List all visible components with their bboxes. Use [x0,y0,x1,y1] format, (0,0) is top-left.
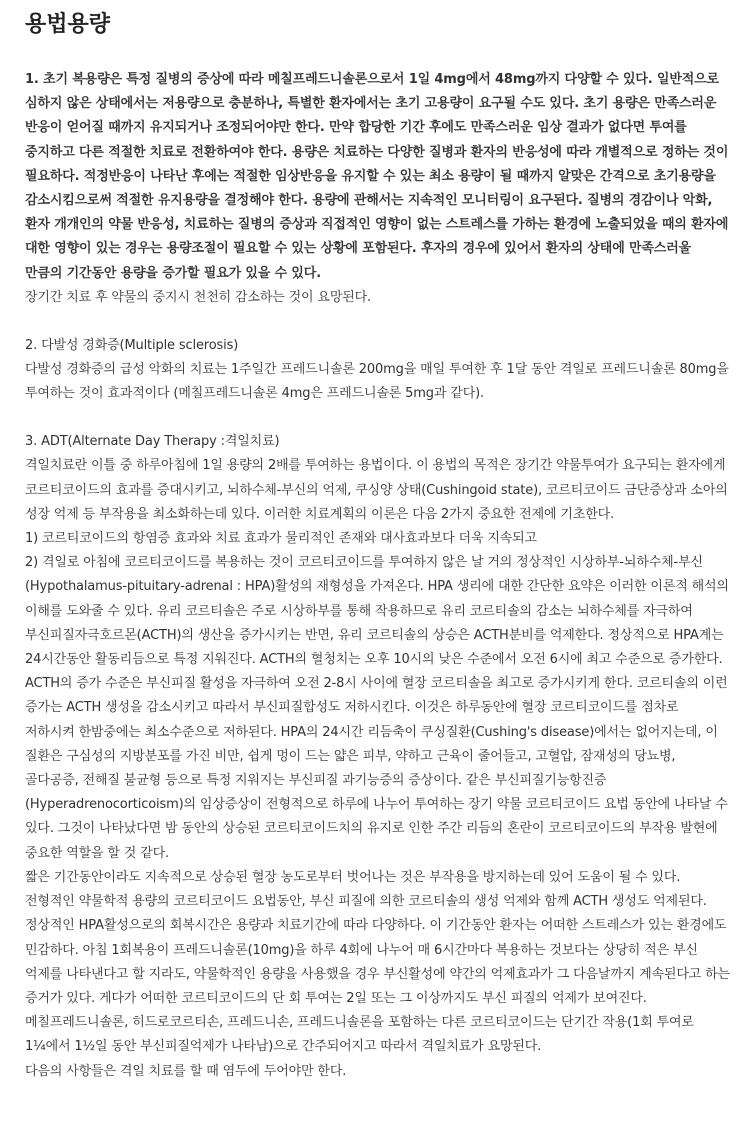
adt-premise-2: 2) 격일로 아침에 코르티코이드를 복용하는 것이 코르티코이드를 투여하지 않은 날 거의 정상적인 시상하부-뇌하수체-부신(Hypothalamus-pituitary-adrenal : HPA)활성의 재형성을 가져온다. HPA 생리에 대한 간단한 요약은 이러한 이론적 해석의 이해를 도와줄 수 있다. 유리 코르티솔은 주로 시상하부를 통해 작용하므로 유리 코르티솔의 감소는 뇌하수체를 자극하여 부신피질자극호르몬(ACTH)의 생산을 증가시키는 반면, 유리 코르티솔의 상승은 ACTH분비를 억제한다. 정상적으로 HPA계는 24시간동안 활동리듬으로 특정 지워진다. ACTH의 혈청치는 오후 10시의 낮은 수준에서 오전 6시에 최고 수준으로 증가한다. ACTH의 증가 수준은 부신피질 활성을 자극하여 오전 2-8시 사이에 혈장 코르티솔을 최고로 증가시키게 한다. 코르티솔의 이런 증가는 ACTH 생성을 감소시키고 따라서 부신피질합성도 저하시킨다. 이것은 하루동안에 혈장 코르티코이드를 점차로 저하시켜 한밤중에는 최소수준으로 저하된다. HPA의 24시간 리듬축이 쿠싱질환(Cushing's disease)에서는 없어지는데, 이 질환은 구심성의 지방분포를 가진 비만, 쉽게 멍이 드는 얇은 피부, 약하고 근육이 줄어들고, 고혈압, 잠재성의 당뇨병, 골다공증, 전해질 불균형 등으로 특정 지워지는 부신피질 과기능증의 증상이다. 같은 부신피질기능항진증(Hyperadrenocorticoism)의 임상증상이 전형적으로 하루에 나누어 투여하는 장기 약물 코르티코이드 요법 동안에 나타날 수 있다. 그것이 나타났다면 밤 동안의 상승된 코르티코이드치의 유지로 인한 주간 리듬의 혼란이 코르티코이드의 부작용 발현에 중요한 역할을 할 것 같다. [25,555,729,861]
page-title: 용법용량 [25,12,111,37]
adt-intro: 격일치료란 이틀 중 하루아침에 1일 용량의 2배를 투여하는 용법이다. 이 용법의 목적은 장기간 약물투여가 요구되는 환자에게 코르티코이드의 효과를 증대시키고, 뇌하수체-부신의 억제, 쿠싱양 상태(Cushingoid state), 코르티코이드 금단증상과 소아의 성장 억제 등 부작용을 최소화하는데 있다. 이러한 치료계획의 이론은 다음 2가지 중요한 전제에 기초한다. [25,458,728,522]
adt-premise-1: 1) 코르티코이드의 항염증 효과와 치료 효과가 물리적인 존재와 대사효과보다 더욱 지속되고 [25,531,537,547]
multiple-sclerosis-heading: 2. 다발성 경화증(Multiple sclerosis) [25,338,239,354]
multiple-sclerosis-text: 다발성 경화증의 급성 악화의 치료는 1주일간 프레드니솔론 200mg을 매일 투여한 후 1달 동안 격일로 프레드니솔론 80mg을 투여하는 것이 효과적이다 (메칠프레드니솔론 4mg은 프레드니솔론 5mg과 같다). [25,362,729,402]
initial-dosage-text: 1. 초기 복용량은 특정 질병의 증상에 따라 메칠프레드니솔론으로서 1일 4mg에서 48mg까지 다양할 수 있다. 일반적으로 심하지 않은 상태에서는 저용량으로 충분하나, 특별한 환자에서는 초기 고용량이 요구될 수도 있다. 초기 용량은 만족스러운 반응이 얻어질 때까지 유지되거나 조정되어야만 한다. 만약 합당한 기간 후에도 만족스러운 임상 결과가 없다면 투여를 중지하고 다른 적절한 치료로 전환하여야 한다. 용량은 치료하는 다양한 질병과 환자의 반응성에 따라 개별적으로 정하는 것이 필요하다. 적정반응이 나타난 후에는 적절한 임상반응을 유지할 수 있는 최소 용량이 될 때까지 알맞은 간격으로 초기용량을 감소시킴으로써 적절한 유지용량을 결정해야 한다. 용량에 관해서는 지속적인 모니터링이 요구된다. 질병의 경감이나 악화, 환자 개개인의 약물 반응성, 치료하는 질병의 증상과 직접적인 영향이 없는 스트레스를 가하는 환경에 노출되었을 때의 환자에 대한 영향이 있는 경우는 용량조절이 필요할 수 있는 상황에 포함된다. 후자의 경우에 있어서 환자의 상태에 만족스러울 만큼의 기간동안 용량을 증가할 필요가 있을 수 있다. [25,72,729,281]
section-adt [25,430,730,1083]
document-body [25,10,730,1084]
section-initial-dosage [25,68,730,310]
adt-heading: 3. ADT(Alternate Day Therapy :격일치료) [25,434,280,450]
tapering-note: 장기간 치료 후 약물의 중지시 천천히 감소하는 것이 요망된다. [25,289,372,305]
section-multiple-sclerosis [25,334,730,406]
adt-paragraph-2: 짧은 기간동안이라도 지속적으로 상승된 혈장 농도로부터 벗어나는 것은 부작용을 방지하는데 있어 도움이 될 수 있다. 전형적인 약물학적 용량의 코르티코이드 요법동안, 부신 피질에 의한 코르티솔의 생성 억제와 함께 ACTH 생성도 억제된다. 정상적인 HPA활성으로의 회복시간은 용량과 치료기간에 따라 다양하다. 이 기간동안 환자는 어떠한 스트레스가 있는 환경에도 민감하다. 아침 1회복용이 프레드니솔론(10mg)을 하루 4회에 나누어 매 6시간마다 복용하는 것보다는 상당히 적은 부신 억제를 나타낸다고 할 지라도, 약물학적인 용량을 사용했을 경우 부신활성에 약간의 억제효과가 그 다음날까지 계속된다고 하는 증거가 있다. 게다가 어떠한 코르티코이드의 단 회 투여는 2일 또는 그 이상까지도 부신 피질의 억제가 보여진다. 메칠프레드니솔론, 히드로코르티손, 프레드니손, 프레드니솔론을 포함하는 다른 코르티코이드는 단기간 작용(1회 투여로 1¼에서 1½일 동안 부신피질억제가 나타남)으로 간주되어지고 따라서 격일치료가 요망된다. [25,869,730,1055]
adt-paragraph-3: 다음의 사항들은 격일 치료를 할 때 염두에 두어야만 한다. [25,1063,347,1079]
